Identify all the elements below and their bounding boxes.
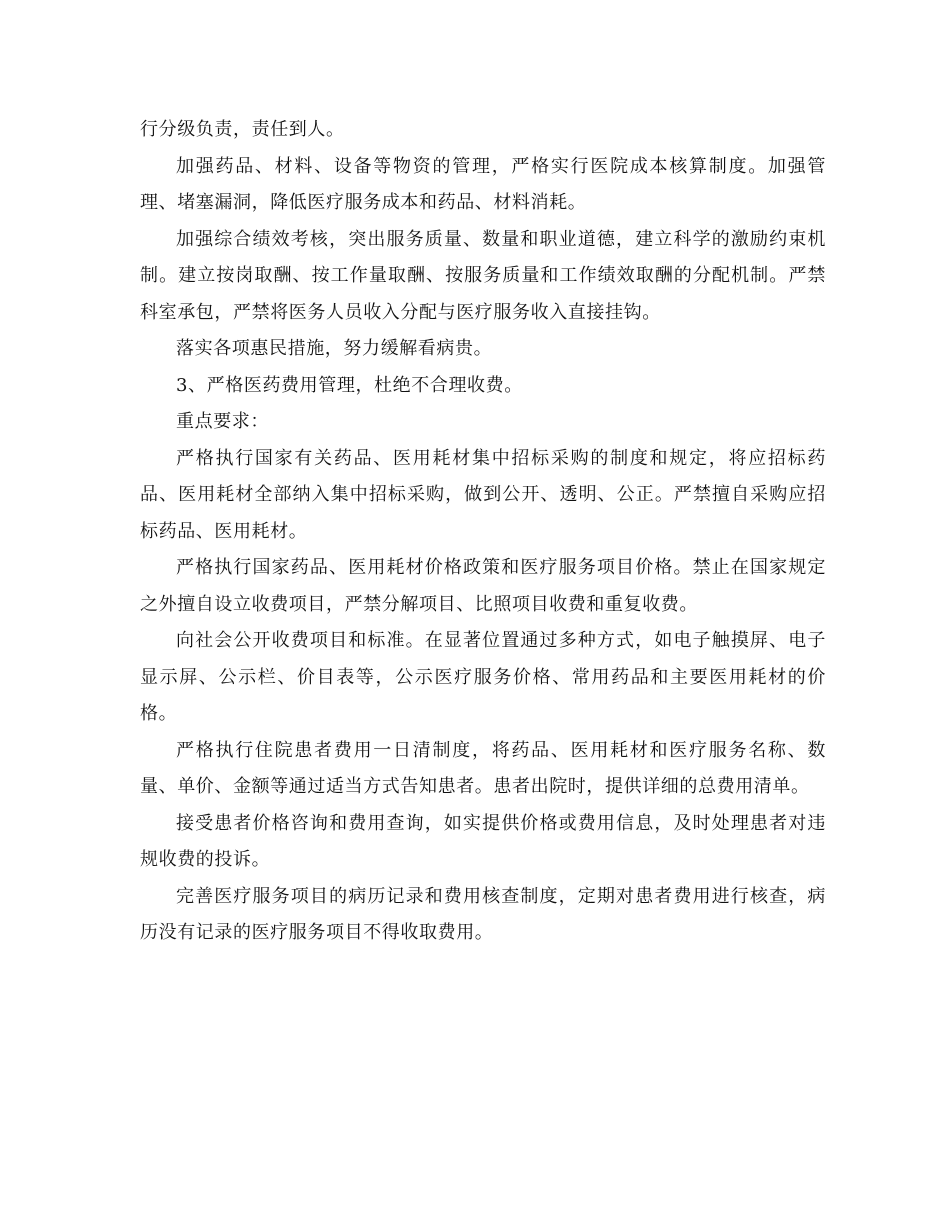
paragraph-continuation: 行分级负责，责任到人。 [140,119,345,140]
document-body [140,112,826,952]
paragraph-record-verification: 完善医疗服务项目的病历记录和费用核查制度，定期对患者费用进行核查，病历没有记录的医疗服务项目不得收取费用。 [140,885,826,943]
paragraph-daily-billing: 严格执行住院患者费用一日清制度，将药品、医用耗材和医疗服务名称、数量、单价、金额等通过适当方式告知患者。患者出院时，提供详细的总费用清单。 [140,739,826,797]
key-requirements-label: 重点要求： [176,411,269,432]
paragraph-public-pricing: 向社会公开收费项目和标准。在显著位置通过多种方式，如电子触摸屏、电子显示屏、公示栏、价目表等，公示医疗服务价格、常用药品和主要医用耗材的价格。 [140,630,826,724]
paragraph-price-inquiry: 接受患者价格咨询和费用查询，如实提供价格或费用信息，及时处理患者对违规收费的投诉。 [140,812,826,870]
paragraph-benefit-measures: 落实各项惠民措施，努力缓解看病贵。 [176,338,493,359]
paragraph-price-policy: 严格执行国家药品、医用耗材价格政策和医疗服务项目价格。禁止在国家规定之外擅自设立收费项目，严禁分解项目、比照项目收费和重复收费。 [140,557,826,615]
paragraph-centralized-procurement: 严格执行国家有关药品、医用耗材集中招标采购的制度和规定，将应招标药品、医用耗材全部纳入集中招标采购，做到公开、透明、公正。严禁擅自采购应招标药品、医用耗材。 [140,447,826,542]
paragraph-performance-assessment: 加强综合绩效考核，突出服务质量、数量和职业道德，建立科学的激励约束机制。建立按岗取酬、按工作量取酬、按服务质量和工作绩效取酬的分配机制。严禁科室承包，严禁将医务人员收入分配与医疗服务收入直接挂钩。 [140,228,826,323]
paragraph-material-management: 加强药品、材料、设备等物资的管理，严格实行医院成本核算制度。加强管理、堵塞漏洞，降低医疗服务成本和药品、材料消耗。 [140,155,826,213]
section-heading-fee-management: 3、严格医药费用管理，杜绝不合理收费。 [176,374,523,396]
